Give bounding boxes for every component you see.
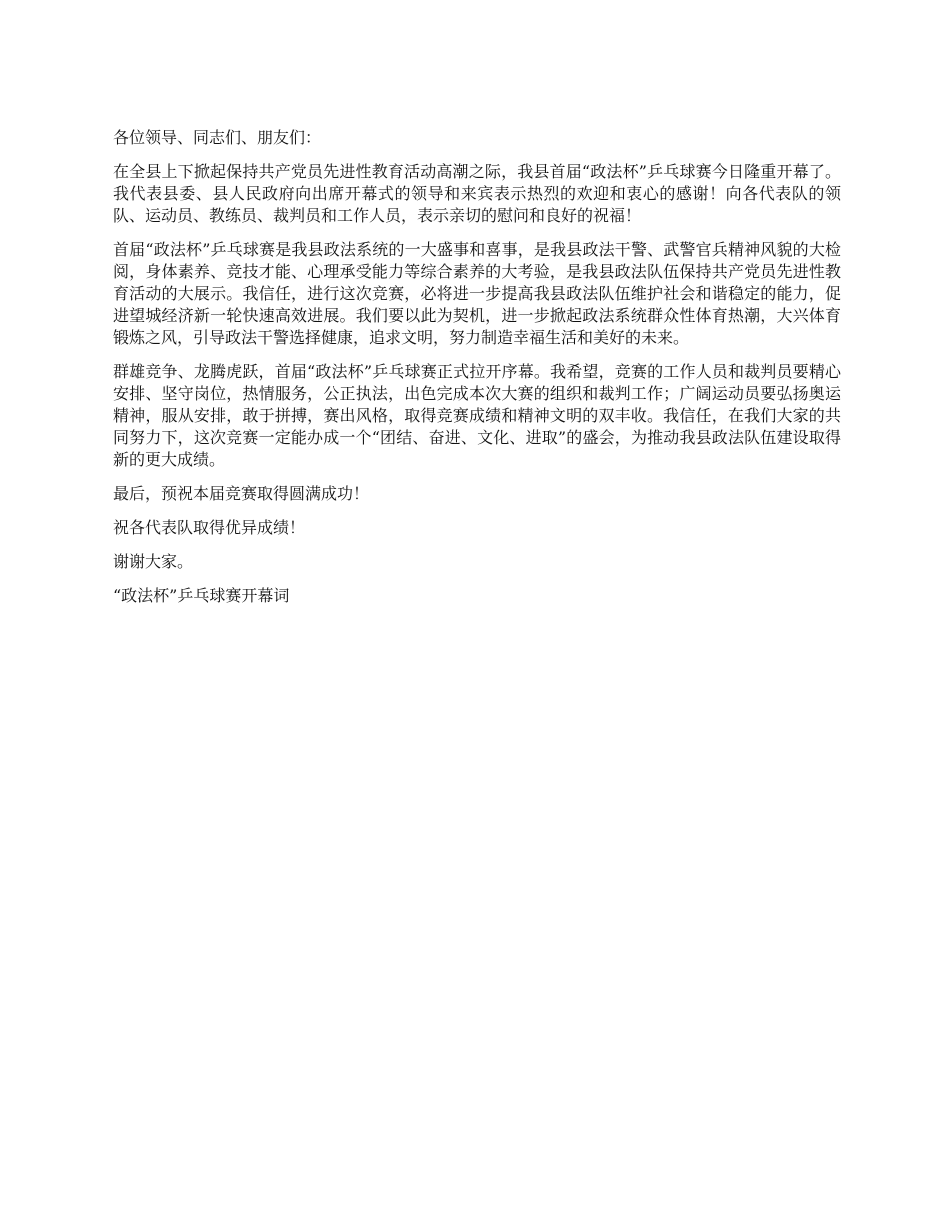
paragraph-wish-success: 最后，预祝本届竞赛取得圆满成功！: [113, 484, 370, 503]
document-title-footer: “政法杯”乒乓球赛开幕词: [113, 586, 290, 605]
paragraph-thanks: 谢谢大家。: [113, 552, 194, 571]
paragraph-wish-teams: 祝各代表队取得优异成绩！: [113, 518, 306, 537]
paragraph-expectations: 群雄竞争、龙腾虎跃，首届“政法杯”乒乓球赛正式拉开序幕。我希望，竞赛的工作人员和裁判员要精心安排、坚守岗位，热情服务，公正执法，出色完成本次大赛的组织和裁判工作；广阔运动员要弘扬奥运精神，服从安排，敢于拼搏，赛出风格，取得竞赛成绩和精神文明的双丰收。我信任，在我们大家的共同努力下，这次竞赛一定能办成一个“团结、奋进、文化、进取”的盛会，为推动我县政法队伍建设取得新的更大成绩。: [113, 362, 841, 469]
salutation: 各位领导、同志们、朋友们：: [113, 128, 322, 147]
document-page: [113, 127, 841, 619]
paragraph-significance: 首届“政法杯”乒乓球赛是我县政法系统的一大盛事和喜事，是我县政法干警、武警官兵精神风貌的大检阅，身体素养、竞技才能、心理承受能力等综合素养的大考验，是我县政法队伍保持共产党员先进性教育活动的大展示。我信任，进行这次竞赛，必将进一步提高我县政法队伍维护社会和谐稳定的能力，促进望城经济新一轮快速高效进展。我们要以此为契机，进一步掀起政法系统群众性体育热潮，大兴体育锻炼之风，引导政法干警选择健康，追求文明，努力制造幸福生活和美好的未来。: [113, 240, 841, 347]
paragraph-opening: 在全县上下掀起保持共产党员先进性教育活动高潮之际，我县首届“政法杯”乒乓球赛今日隆重开幕了。我代表县委、县人民政府向出席开幕式的领导和来宾表示热烈的欢迎和衷心的感谢！向各代表队的领队、运动员、教练员、裁判员和工作人员，表示亲切的慰问和良好的祝福！: [113, 162, 841, 225]
